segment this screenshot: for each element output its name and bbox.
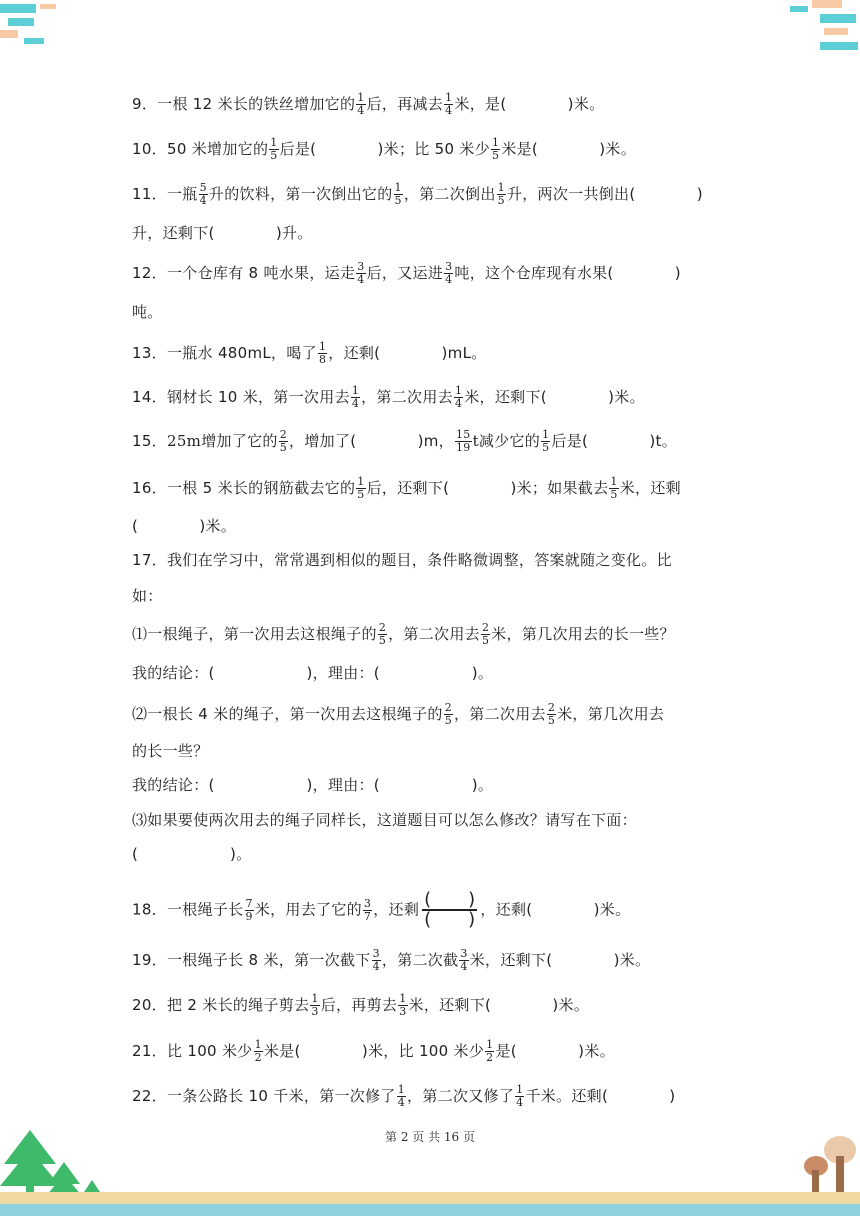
question-17-part-3: ⑶如果要使两次用去的绳子同样长，这道题目可以怎么修改？请写在下面：	[132, 811, 637, 829]
fraction: $\frac{1}{5}$	[270, 136, 278, 162]
question-11-line-2: 升，还剩下( )升。	[132, 224, 313, 242]
question-17-part-2-line-2: 的长一些？	[132, 742, 209, 760]
corner-decoration-top-right	[780, 0, 860, 56]
question-21: 21．比 100 米少 $\frac{1}{2}$ 米是( )米，比 100 米少 $\frac{1}{2}$ 是( )米。	[132, 1038, 615, 1064]
fraction: $\frac{7}{9}$	[245, 896, 253, 923]
fraction: $\frac{2}{5}$	[279, 428, 288, 454]
fraction: $\frac{1}{4}$	[516, 1083, 524, 1109]
fraction: $\frac{1}{4}$	[397, 1083, 406, 1109]
question-9: 9．一根 12 米长的铁丝增加它的 $\frac{1}{4}$ 后，再减去 $\frac{1}{4}$ 米，是( )米。	[132, 91, 605, 117]
fraction: $\frac{1}{4}$	[351, 384, 360, 410]
fraction: $\frac{1}{4}$	[454, 384, 463, 410]
question-17-conclusion-2: 我的结论：( )，理由：( )。	[132, 776, 494, 794]
question-11: 11．一瓶 $\frac{5}{4}$ 升的饮料，第一次倒出它的 $\frac{1}{5}$ ，第二次倒出 $\frac{1}{5}$ 升，两次一共倒出( )	[132, 181, 703, 207]
fraction: $\frac{1}{5}$	[394, 181, 402, 207]
question-16-line-2: ( )米。	[132, 517, 237, 535]
fraction: $\frac{3}{4}$	[357, 260, 365, 286]
question-19: 19．一根绳子长 8 米，第一次截下 $\frac{3}{4}$ ，第二次截 $\frac{3}{4}$ 米，还剩下( )米。	[132, 947, 651, 973]
question-12-line-2: 吨。	[132, 303, 163, 321]
question-22: 22．一条公路长 10 千米，第一次修了 $\frac{1}{4}$ ，第二次又修了 $\frac{1}{4}$ 千米。还剩( )	[132, 1083, 676, 1109]
question-17-conclusion-1: 我的结论：( )，理由：( )。	[132, 664, 494, 682]
question-12: 12．一个仓库有 8 吨水果，运走 $\frac{3}{4}$ 后，又运进 $\frac{3}{4}$ 吨，这个仓库现有水果( )	[132, 260, 681, 286]
mushroom-tree-decoration	[798, 1134, 860, 1200]
question-17: 17．我们在学习中，常常遇到相似的题目，条件略微调整，答案就随之变化。比	[132, 551, 672, 569]
fraction: $\frac{1}{5}$	[610, 475, 618, 501]
fraction: $\frac{3}{4}$	[445, 260, 453, 286]
page-footer: 第 2 页 共 16 页	[385, 1130, 475, 1144]
question-15: 15．25m增加了它的 $\frac{2}{5}$ ，增加了( )m， $\frac{15}{19}$ t减少它的 $\frac{1}{5}$ 后是( )t。	[132, 428, 678, 454]
fraction: $\frac{3}{4}$	[372, 947, 380, 973]
tree-decoration	[0, 1128, 110, 1200]
question-20: 20．把 2 米长的绳子剪去 $\frac{1}{3}$ 后，再剪去 $\frac{1}{3}$ 米，还剩下( )米。	[132, 992, 590, 1018]
fraction: $\frac{1}{2}$	[486, 1038, 494, 1064]
fraction: $\frac{2}{5}$	[378, 621, 387, 647]
fraction: $\frac{1}{5}$	[492, 136, 500, 162]
question-14: 14．钢材长 10 米，第一次用去 $\frac{1}{4}$ ，第二次用去 $\frac{1}{4}$ 米，还剩下( )米。	[132, 384, 645, 410]
fraction: $\frac{1}{4}$	[357, 91, 365, 117]
fraction: $\frac{1}{8}$	[318, 340, 327, 366]
question-17-part-1: ⑴一根绳子，第一次用去这根绳子的 $\frac{2}{5}$ ，第二次用去 $\frac{2}{5}$ 米，第几次用去的长一些？	[132, 621, 675, 647]
ground-strip	[0, 1192, 860, 1216]
fraction: $\frac{1}{3}$	[311, 992, 319, 1018]
fraction: $\frac{5}{4}$	[199, 181, 207, 207]
fraction: $\frac{15}{19}$	[455, 428, 471, 454]
fraction: $\frac{1}{3}$	[399, 992, 407, 1018]
question-17-part-3-answer: ( )。	[132, 845, 252, 863]
fraction: $\frac{3}{4}$	[460, 947, 468, 973]
corner-decoration-top-left	[0, 0, 80, 52]
question-16: 16．一根 5 米长的钢筋截去它的 $\frac{1}{5}$ 后，还剩下( )米；如果截去 $\frac{1}{5}$ 米，还剩	[132, 475, 681, 501]
fraction: $\frac{1}{2}$	[254, 1038, 262, 1064]
fraction: $\frac{2}{5}$	[481, 621, 490, 647]
fraction: $\frac{3}{7}$	[363, 896, 372, 923]
fraction: $\frac{1}{5}$	[497, 181, 505, 207]
fraction: $\frac{1}{4}$	[445, 91, 453, 117]
fraction: $\frac{1}{5}$	[542, 428, 550, 454]
question-10: 10．50 米增加它的 $\frac{1}{5}$ 后是( )米；比 50 米少 $\frac{1}{5}$ 米是( )米。	[132, 136, 637, 162]
fraction: $\frac{1}{5}$	[357, 475, 365, 501]
fraction: $\frac{2}{5}$	[547, 701, 556, 727]
question-17-line-2: 如：	[132, 587, 163, 605]
fraction: $\frac{2}{5}$	[444, 701, 452, 727]
question-18: 18．一根绳子长 $\frac{7}{9}$ 米，用去了它的 $\frac{3}{7}$ ，还剩 ( ) ( ) ，还剩( )米。	[132, 889, 631, 930]
question-13: 13．一瓶水 480mL，喝了 $\frac{1}{8}$ ，还剩( )mL。	[132, 340, 487, 366]
question-17-part-2: ⑵一根长 4 米的绳子，第一次用去这根绳子的 $\frac{2}{5}$ ，第二次用去 $\frac{2}{5}$ 米，第几次用去	[132, 701, 665, 727]
blank-fraction: ( ) ( )	[424, 889, 476, 930]
